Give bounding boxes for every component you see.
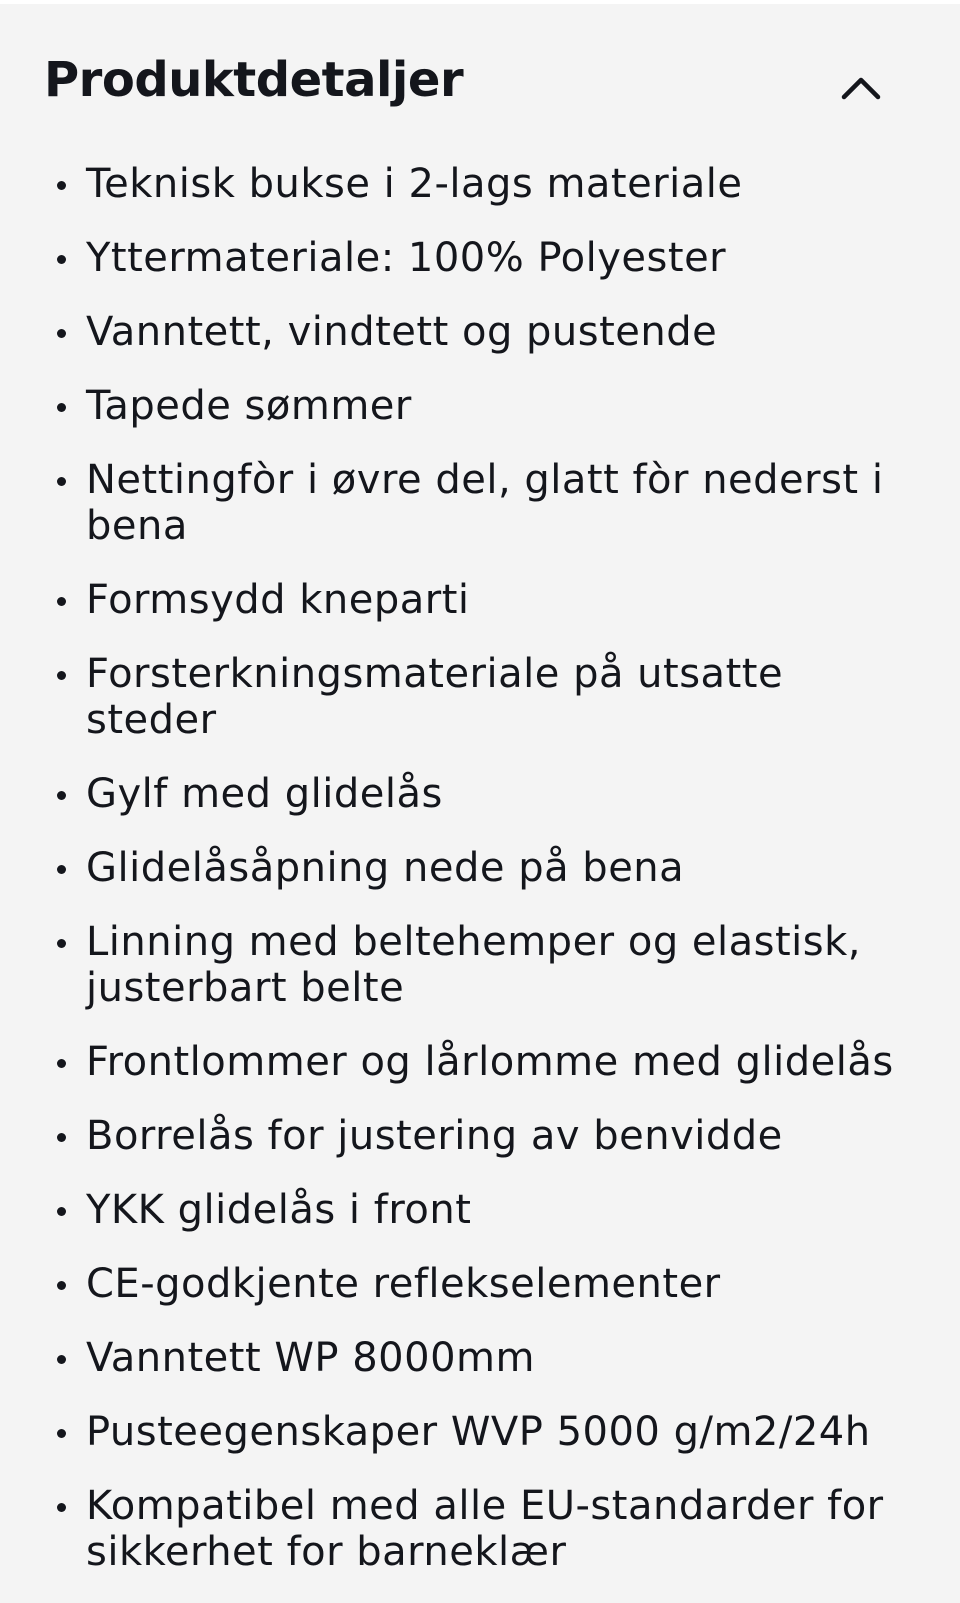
list-item: Teknisk bukse i 2-lags materiale xyxy=(0,161,960,207)
list-item: Kompatibel med alle EU-standarder for sikkerhet for barneklær xyxy=(0,1483,960,1575)
list-item: Tapede sømmer xyxy=(0,383,960,429)
list-item: Yttermateriale: 100% Polyester xyxy=(0,235,960,281)
list-item: Gylf med glidelås xyxy=(0,771,960,817)
list-item: Nettingfòr i øvre del, glatt fòr nederst i bena xyxy=(0,457,960,549)
product-details-list xyxy=(0,161,960,1603)
list-item: Vanntett, vindtett og pustende xyxy=(0,309,960,355)
list-item: Glidelåsåpning nede på bena xyxy=(0,845,960,891)
section-title: Produktdetaljer xyxy=(44,52,464,108)
list-item: Vanntett WP 8000mm xyxy=(0,1335,960,1381)
list-item: Borrelås for justering av benvidde xyxy=(0,1113,960,1159)
list-item: Pusteegenskaper WVP 5000 g/m2/24h xyxy=(0,1409,960,1455)
list-item: YKK glidelås i front xyxy=(0,1187,960,1233)
list-item: CE-godkjente reflekselementer xyxy=(0,1261,960,1307)
chevron-up-icon[interactable] xyxy=(838,68,884,104)
list-item: Forsterkningsmateriale på utsatte steder xyxy=(0,651,960,743)
product-details-panel xyxy=(0,4,960,1575)
list-item: Formsydd kneparti xyxy=(0,577,960,623)
product-details-accordion-header[interactable] xyxy=(0,4,960,154)
list-item: Frontlommer og lårlomme med glidelås xyxy=(0,1039,960,1085)
list-item: Linning med beltehemper og elastisk, justerbart belte xyxy=(0,919,960,1011)
